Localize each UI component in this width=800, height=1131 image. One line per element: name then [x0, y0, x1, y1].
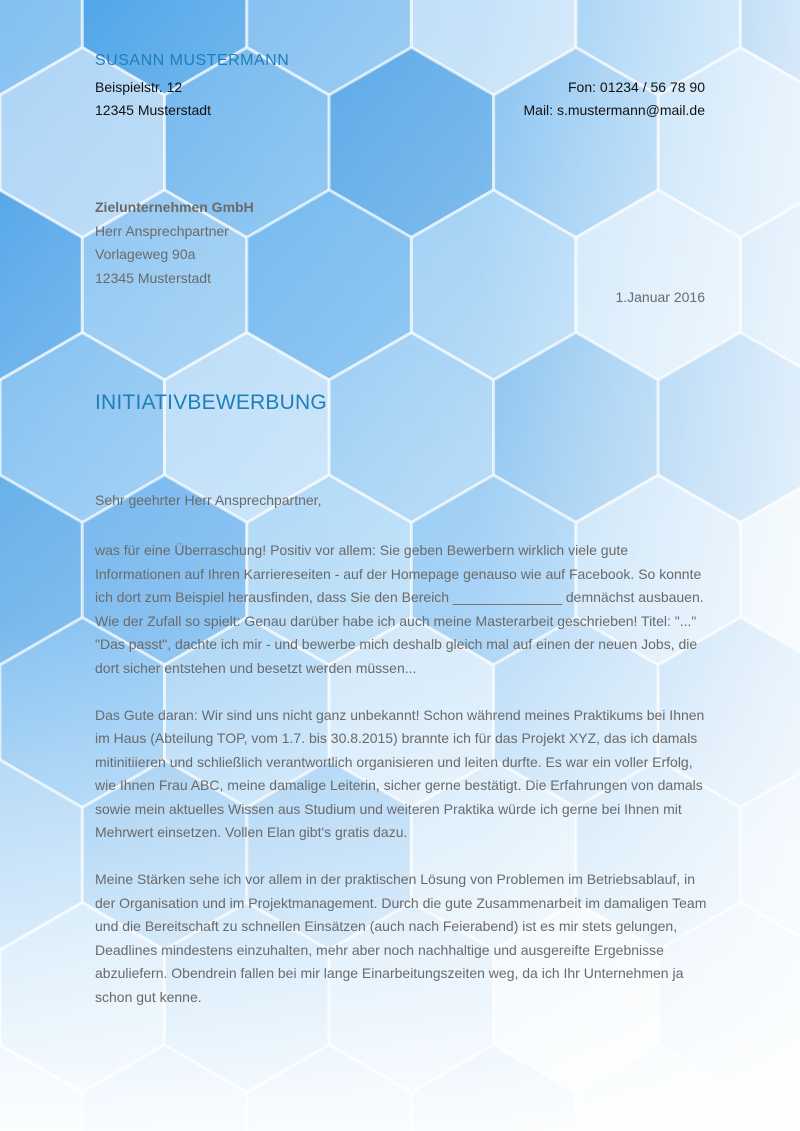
recipient-contact: Herr Ansprechpartner	[95, 222, 229, 239]
sender-city: 12345 Musterstadt	[95, 102, 211, 118]
letter-date: 1.Januar 2016	[615, 289, 705, 305]
paragraph-2: Das Gute daran: Wir sind uns nicht ganz unbekannt! Schon während meines Praktikums bei Ihnen im Haus (Abteilung TOP, vom 1.7. bis 30.8.2015) brannte ich für das Projekt XYZ, das ich damals mitinitiieren und schließlich verantwortlich organisieren und leiten durfte. Es war ein voller Erfolg, wie Ihnen Frau ABC, meine damalige Leiterin, sicher gerne bestätigt. Die Erfahrungen von damals sowie mein aktuelles Wissen aus Studium und weiteren Praktika würde ich gerne bei Ihnen mit Mehrwert einsetzen. Vollen Elan gibt's gratis dazu.	[95, 706, 705, 840]
recipient-street: Vorlageweg 90a	[95, 246, 196, 262]
recipient-company: Zielunternehmen GmbH	[95, 199, 254, 215]
paragraph-3: Meine Stärken sehe ich vor allem in der praktischen Lösung von Problemen im Betriebsablauf, in der Organisation und im Projektmanagement. Durch die gute Zusammenarbeit im damaligen Team und die Bereitschaft zu schnellen Einsätzen (auch nach Feierabend) ist es mir stets gelungen, Deadlines mindestens einzuhalten, mehr aber noch nachhaltige und ausgereifte Ergebnisse abzuliefern. Obendrein fallen bei mir lange Einarbeitungszeiten weg, da ich Ihr Unternehmen ja schon gut kenne.	[95, 871, 707, 1005]
paragraph-1: was für eine Überraschung! Positiv vor allem: Sie geben Bewerbern wirklich viele gute Informationen auf Ihren Karriereseiten - auf der Homepage genauso wie auf Facebook. So konnte ich dort zum Beispiel herausfinden, dass Sie den Bereich ______________ demnächst ausbauen. Wie der Zufall so spielt: Genau darüber habe ich auch meine Masterarbeit geschrieben! Titel: "..." "Das passt", dachte ich mir - und bewerbe mich deshalb gleich mal auf einen der neuen Jobs, die dort sicher entstehen und besetzt werden müssen...	[95, 542, 704, 676]
recipient-address	[95, 196, 254, 290]
sender-phone: Fon: 01234 / 56 78 90	[568, 79, 705, 95]
salutation: Sehr geehrter Herr Ansprechpartner,	[95, 492, 322, 508]
letter-body	[95, 539, 707, 1033]
recipient-city: 12345 Musterstadt	[95, 269, 211, 286]
letter-title: INITIATIVBEWERBUNG	[95, 391, 327, 414]
sender-email: Mail: s.mustermann@mail.de	[523, 102, 705, 118]
sender-street: Beispielstr. 12	[95, 79, 183, 95]
sender-name: SUSANN MUSTERMANN	[95, 52, 290, 69]
